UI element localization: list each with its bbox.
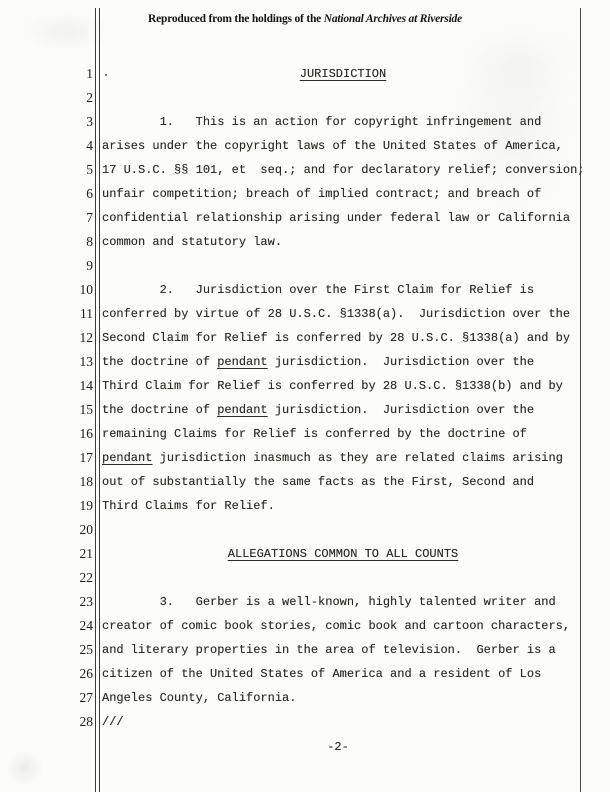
- line-number: 8: [86, 234, 93, 249]
- line-number: 15: [79, 402, 93, 417]
- text-segment: Third Claim for Relief is conferred by 28 U.S.C. §1338(b) and by: [102, 379, 563, 393]
- pleading-line: [0, 350, 610, 374]
- pleading-line: [0, 518, 610, 542]
- text-segment: ///: [102, 715, 124, 729]
- line-number: 10: [79, 282, 93, 297]
- underlined-text: ALLEGATIONS COMMON TO ALL COUNTS: [227, 547, 459, 561]
- line-number: 25: [79, 642, 93, 657]
- pleading-line: [0, 86, 610, 110]
- archives-stamp-header: [0, 13, 610, 25]
- underlined-text: pendant: [102, 451, 153, 465]
- text-segment: confidential relationship arising under federal law or California: [102, 211, 571, 225]
- pleading-line: [0, 710, 610, 734]
- line-number: 13: [79, 354, 93, 369]
- line-number: 7: [86, 210, 93, 225]
- line-number: 12: [79, 330, 93, 345]
- pleading-text: [102, 422, 584, 446]
- underlined-text: pendant: [217, 355, 268, 369]
- pleading-text: [102, 494, 584, 518]
- pleading-line: [0, 110, 610, 134]
- page-number: -2-: [327, 740, 349, 754]
- pleading-text: [102, 326, 584, 350]
- pleading-text: [102, 374, 584, 398]
- line-number: 17: [79, 450, 93, 465]
- pleading-text: [102, 398, 584, 422]
- archives-stamp-emphasis: National Archives at Riverside: [323, 13, 463, 25]
- line-number: 27: [79, 690, 93, 705]
- line-number: 18: [79, 474, 93, 489]
- line-number: 20: [79, 522, 93, 537]
- pleading-line: [0, 62, 610, 86]
- underlined-text: pendant: [217, 403, 268, 417]
- pleading-line: [0, 566, 610, 590]
- pleading-line: [0, 230, 610, 254]
- pleading-line: [0, 158, 610, 182]
- text-segment: the doctrine of: [102, 355, 218, 369]
- pleading-line: [0, 638, 610, 662]
- text-segment: Angeles County, California.: [102, 691, 297, 705]
- line-number: 19: [79, 498, 93, 513]
- pleading-text: [102, 302, 584, 326]
- pleading-text: [102, 230, 584, 254]
- text-segment: common and statutory law.: [102, 235, 283, 249]
- pleading-line: [0, 662, 610, 686]
- pleading-text: [102, 278, 584, 302]
- text-segment: and literary properties in the area of television. Gerber is a: [102, 643, 556, 657]
- pleading-text: [102, 590, 584, 614]
- text-segment: jurisdiction inasmuch as they are related claims arising: [152, 451, 563, 465]
- pleading-text: [102, 638, 584, 662]
- pleading-line: [0, 470, 610, 494]
- line-number: 11: [80, 306, 93, 321]
- pleading-line: [0, 374, 610, 398]
- text-segment: Third Claims for Relief.: [102, 499, 275, 513]
- pleading-line: [0, 206, 610, 230]
- pleading-line: [0, 446, 610, 470]
- pleading-line: [0, 134, 610, 158]
- text-segment: remaining Claims for Relief is conferred by the doctrine of: [102, 427, 527, 441]
- pleading-text: [102, 158, 584, 182]
- text-segment: out of substantially the same facts as the First, Second and: [102, 475, 535, 489]
- pleading-line: [0, 590, 610, 614]
- pleading-line: [0, 422, 610, 446]
- text-segment: 2. Jurisdiction over the First Claim for Relief is: [102, 283, 535, 297]
- pleading-text: [102, 134, 584, 158]
- pleading-text: [102, 662, 584, 686]
- pleading-line: [0, 398, 610, 422]
- line-number: 16: [79, 426, 93, 441]
- line-number: 21: [79, 546, 93, 561]
- text-segment: citizen of the United States of America and a resident of Los: [102, 667, 542, 681]
- text-segment: creator of comic book stories, comic book and cartoon characters,: [102, 619, 571, 633]
- pleading-line: [0, 494, 610, 518]
- line-number: 2: [86, 90, 93, 105]
- pleading-line: [0, 686, 610, 710]
- line-number: 4: [86, 138, 93, 153]
- line-number: 22: [79, 570, 93, 585]
- pleading-text: [102, 710, 584, 734]
- line-number: 26: [79, 666, 93, 681]
- pleading-line: [0, 182, 610, 206]
- section-heading: [102, 542, 584, 566]
- pleading-line: [0, 254, 610, 278]
- line-number: 1: [86, 66, 93, 81]
- pleading-text: [102, 686, 584, 710]
- text-segment: 1. This is an action for copyright infringement and: [102, 115, 542, 129]
- text-segment: jurisdiction. Jurisdiction over the: [267, 403, 535, 417]
- section-heading: [102, 62, 584, 86]
- underlined-text: JURISDICTION: [299, 67, 387, 81]
- text-segment: arises under the copyright laws of the United States of America,: [102, 139, 563, 153]
- text-segment: unfair competition; breach of implied contract; and breach of: [102, 187, 542, 201]
- pleading-text: [102, 206, 584, 230]
- pleading-text: [102, 614, 584, 638]
- pleading-text: [102, 470, 584, 494]
- pleading-text: [102, 182, 584, 206]
- pleading-line: [0, 326, 610, 350]
- line-number: 6: [86, 186, 93, 201]
- pleading-text: [102, 350, 584, 374]
- text-segment: jurisdiction. Jurisdiction over the: [267, 355, 535, 369]
- pleading-lines: [0, 62, 610, 734]
- pleading-text: [102, 566, 584, 590]
- line-number: 24: [79, 618, 93, 633]
- pleading-text: [102, 86, 584, 110]
- line-number: 3: [86, 114, 93, 129]
- text-segment: conferred by virtue of 28 U.S.C. §1338(a). Jurisdiction over the: [102, 307, 571, 321]
- text-segment: the doctrine of: [102, 403, 218, 417]
- pleading-line: [0, 302, 610, 326]
- pleading-text: [102, 446, 584, 470]
- pleading-text: [102, 254, 584, 278]
- line-number: 23: [79, 594, 93, 609]
- text-segment: 3. Gerber is a well-known, highly talented writer and: [102, 595, 556, 609]
- pleading-text: [102, 518, 584, 542]
- line-number: 5: [86, 162, 93, 177]
- pleading-line: [0, 542, 610, 566]
- text-segment: Second Claim for Relief is conferred by 28 U.S.C. §1338(a) and by: [102, 331, 571, 345]
- text-segment: 17 U.S.C. §§ 101, et seq.; and for declaratory relief; conversion;: [102, 163, 585, 177]
- line-number: 28: [79, 714, 93, 729]
- pleading-line: [0, 278, 610, 302]
- archives-stamp-prefix: Reproduced from the holdings of the: [147, 13, 324, 25]
- pleading-text: [102, 110, 584, 134]
- pleading-line: [0, 614, 610, 638]
- line-number: 14: [79, 378, 93, 393]
- line-number: 9: [86, 258, 93, 273]
